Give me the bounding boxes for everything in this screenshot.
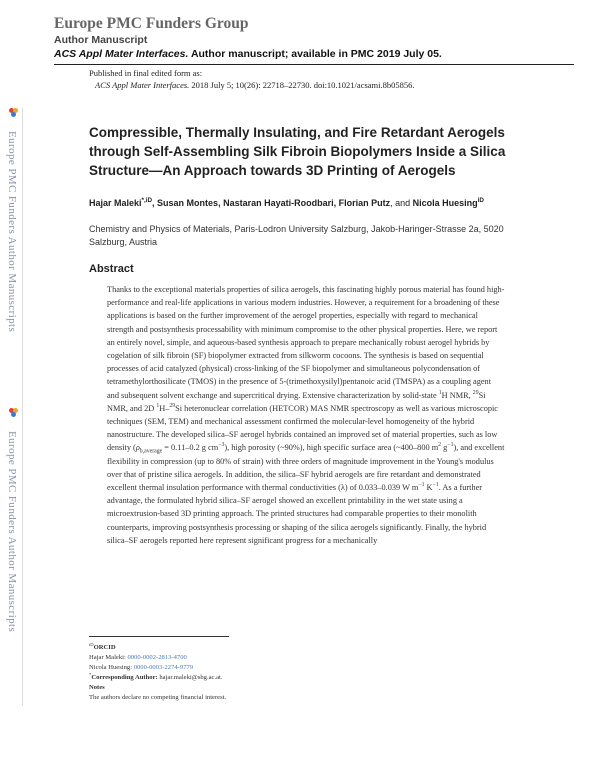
- orcid-heading: [89, 643, 389, 653]
- affiliation: Chemistry and Physics of Materials, Paris-Lodron University Salzburg, Jakob-Haringer-Strasse 2a, 5020 Salzburg, Austria: [89, 224, 504, 247]
- abstract-sup: −1: [432, 482, 439, 489]
- author-separator: ,: [152, 198, 158, 208]
- orcid-link[interactable]: 0000-0002-2813-4700: [127, 654, 187, 661]
- europe-pmc-logo-icon: [9, 108, 18, 117]
- published-journal: ACS Appl Mater Interfaces.: [95, 80, 190, 90]
- abstract-segment: ), and excellent flexibility in compression (up to 80% of strain) with three orders of magnitude improvement in the Young's modulus over that of pristine silica aerogels. In addition, the silica–SF hybrid aerogels are fire retardant and demonstrated excellent thermal insulation performance with thermal conductivities (λ) of 0.033–0.039 W m: [107, 443, 505, 493]
- orcid-entry: [89, 653, 389, 663]
- page-header: [54, 15, 574, 65]
- author-separator: ,: [218, 198, 224, 208]
- footnote-divider: [89, 636, 229, 637]
- abstract-sup: 1: [156, 403, 160, 410]
- corr-mark: *: [89, 671, 92, 677]
- orcid-name: Hajar Maleki:: [89, 654, 128, 661]
- author-name: Florian Putz: [338, 198, 391, 208]
- sidebar-watermark: [6, 108, 23, 706]
- author-separator: , and: [390, 198, 413, 208]
- corr-email: hajar.maleki@sbg.ac.at.: [157, 674, 223, 681]
- published-label: Published in final edited form as:: [89, 68, 203, 78]
- availability-line: [54, 47, 574, 61]
- abstract-segment: Thanks to the exceptional materials properties of silica aerogels, this fascinating highly porous material has found high-performance and real-life applications in various modern industries. However, a requirement for a broadening of these applications is based on the further improvement of the aerogel properties, especially with regard to mechanical strength and postsynthesis processability with minimum compromise to the other physical properties. Here, we report an entirely novel, simple, and aqueous-based synthesis approach to prepare mechanically robust aerogel hybrids by cogelation of silk fibroin (SF) biopolymer extracted from silkworm cocoons. The synthesis is based on sequential processes of acid catalyzed (physical) cross-linking of the SF biopolymer and simultaneous polycondensation of tetramethylorthosilicate (TMOS) in the presence of 5-(trimethoxysilyl)pentanoic acid (TMSPA) as a coupling agent and subsequent solvent exchange and supercritical drying. Extensive characterization by solid-state: [107, 285, 505, 400]
- abstract-symbol: ρ: [135, 443, 140, 453]
- orcid-entry: [89, 663, 389, 673]
- orcid-link[interactable]: 0000-0003-2274-9779: [133, 664, 194, 671]
- abstract-segment: Si heteronuclear correlation (HETCOR) MAS NMR spectroscopy as well as various microscopic techniques (SEM, TEM) and mechanical assessment confirmed the molecular-level homogeneity of the hybrid nanostructure. The developed silica–SF aerogel hybrids contained an improved set of material properties, such as low density (: [107, 403, 498, 453]
- author-name: Hajar Maleki: [89, 198, 142, 208]
- abstract-segment: = 0.11–0.2 g cm: [162, 443, 219, 453]
- author-name: Susan Montes: [157, 198, 219, 208]
- abstract-segment: K: [424, 483, 433, 493]
- abstract-text: [107, 283, 505, 547]
- abstract-sup: 2: [438, 442, 442, 449]
- footnotes: [89, 643, 389, 703]
- published-citation: [89, 79, 415, 91]
- abstract-sup: −3: [218, 442, 225, 449]
- author-separator: ,: [333, 198, 339, 208]
- corresponding-author: [89, 673, 389, 683]
- abstract-sup: −1: [418, 482, 425, 489]
- notes-label: Notes: [89, 684, 105, 691]
- abstract-segment: ), high porosity (~90%), high specific surface area (~400–800 m: [224, 443, 439, 453]
- published-doi-line: 2018 July 5; 10(26): 22718–22730. doi:10.1021/acsami.8b05856.: [191, 80, 415, 90]
- sidebar-label: Europe PMC Funders Author Manuscripts: [6, 131, 18, 333]
- orcid-name: Nicola Huesing:: [89, 664, 134, 671]
- published-info: [89, 67, 415, 91]
- corr-label: Corresponding Author:: [91, 674, 158, 681]
- article-title: Compressible, Thermally Insulating, and Fire Retardant Aerogels through Self-Assembling Silk Fibroin Biopolymers Inside a Silica Structure—An Approach towards 3D Printing of Aerogels: [89, 125, 506, 178]
- author-name: Nastaran Hayati-Roodbari: [223, 198, 334, 208]
- abstract-segment: H–: [159, 403, 170, 413]
- author-marks: *,iD: [141, 197, 153, 204]
- abstract-segment: g: [441, 443, 448, 453]
- availability-status: Author manuscript; available in PMC 2019 July 05.: [190, 48, 442, 60]
- abstract-segment: H NMR,: [441, 390, 473, 400]
- abstract-heading: Abstract: [89, 263, 134, 275]
- sidebar-block-2: [6, 408, 22, 632]
- sidebar-label: Europe PMC Funders Author Manuscripts: [6, 431, 18, 633]
- author-marks: iD: [477, 197, 484, 204]
- author-manuscript-label: Author Manuscript: [54, 34, 148, 46]
- notes-text: The authors declare no competing financial interest.: [89, 694, 227, 701]
- abstract-segment: . As a further advantage, the formulated hybrid silica–SF aerogel showed an excellent printability in the wet state using a microextrusion-based 3D printing approach. The printed structures had comparable properties to their monolith counterparts, improving postsynthesis processing or shaping of the silica aerogels significantly. Finally, the hybrid silica–SF aerogels reported here represent significant progress for a mechanically: [107, 483, 487, 545]
- abstract-sub: b,average: [139, 449, 163, 456]
- funders-group-title: Europe PMC Funders Group: [54, 15, 249, 32]
- orcid-label: ORCID: [93, 644, 116, 651]
- abstract-sup: −1: [447, 442, 454, 449]
- abstract-segment: Si NMR, and 2D: [107, 390, 486, 413]
- europe-pmc-logo-icon: [9, 408, 18, 417]
- abstract-sup: 1: [438, 389, 442, 396]
- orcid-mark: iD: [89, 641, 94, 647]
- author-list: [89, 197, 529, 210]
- author-name: Nicola Huesing: [412, 198, 478, 208]
- abstract-sup: 29: [169, 403, 176, 410]
- abstract-sup: 29: [472, 389, 479, 396]
- sidebar-block-1: [6, 108, 22, 332]
- journal-name: ACS Appl Mater Interfaces.: [54, 48, 189, 60]
